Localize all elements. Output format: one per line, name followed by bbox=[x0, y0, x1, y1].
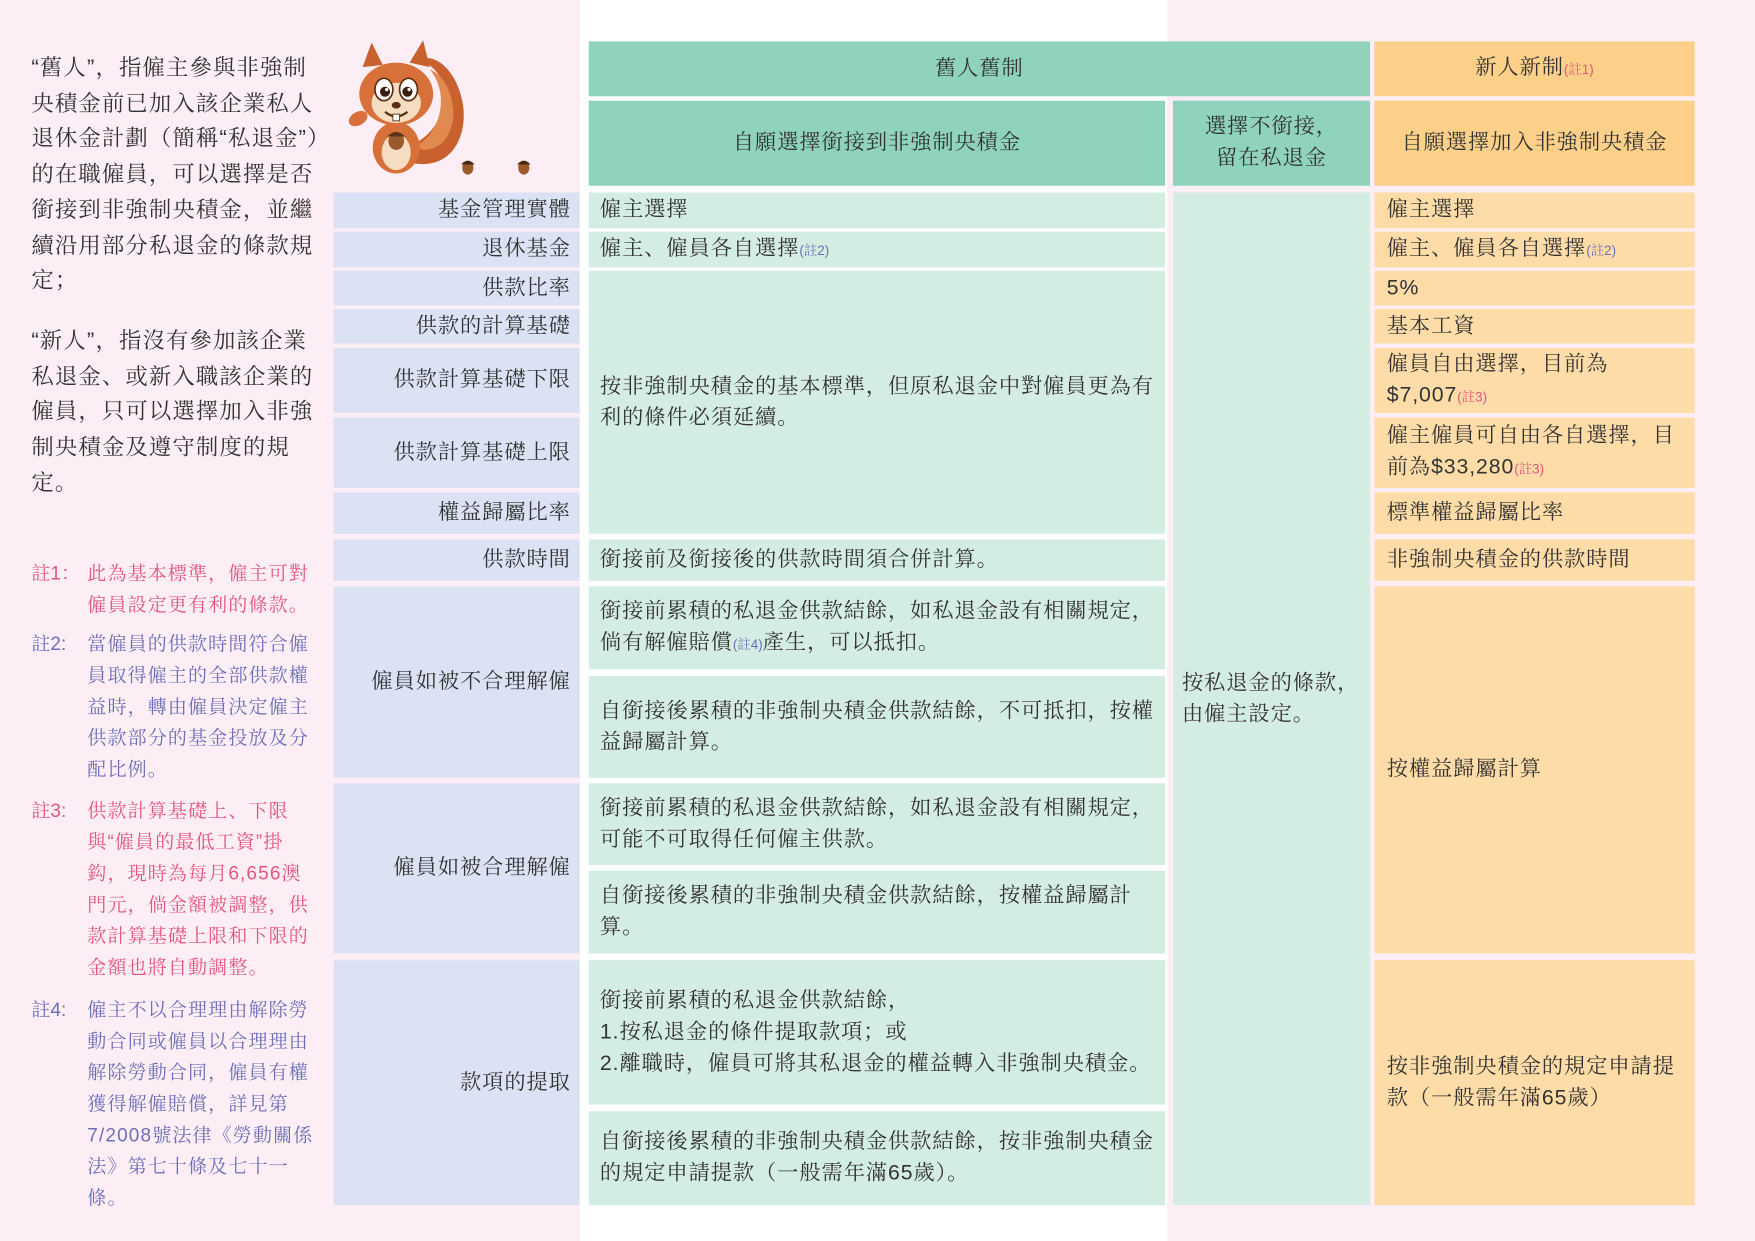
note-text: 此為基本標準，僱主可對僱員設定更有利的條款。 bbox=[87, 562, 309, 616]
row-label: 僱員如被合理解僱 bbox=[334, 783, 580, 953]
row-label: 供款比率 bbox=[334, 271, 580, 306]
note-ref: (註2) bbox=[799, 242, 830, 258]
new-join-basis-upper: 僱主僱員可自由各自選擇，目前為$33,280(註3) bbox=[1374, 417, 1694, 487]
header-old-stay bbox=[1173, 101, 1370, 186]
row-label: 退休基金 bbox=[334, 232, 580, 268]
old-transfer-contribution-period: 銜接前及銜接後的供款時間須合併計算。 bbox=[589, 539, 1165, 580]
new-join-contribution-rate: 5% bbox=[1374, 271, 1694, 306]
row-label: 僱員如被不合理解僱 bbox=[334, 586, 580, 777]
header-new-join bbox=[1374, 101, 1694, 186]
note-ref: (註4) bbox=[732, 636, 763, 652]
old-transfer-contribution-terms: 按非強制央積金的基本標準，但原私退金中對僱員更為有利的條件必須延續。 bbox=[589, 271, 1165, 534]
note-label: 註3: bbox=[31, 800, 67, 822]
old-transfer-fair-after: 自銜接後累積的非強制央積金供款結餘，按權益歸屬計算。 bbox=[589, 871, 1165, 954]
old-stay-terms: 按私退金的條款，由僱主設定。 bbox=[1173, 192, 1370, 1205]
note-text: 僱主不以合理理由解除勞動合同或僱員以合理理由解除勞動合同，僱員有權獲得解僱賠償，詳見第7/2008號法律《勞動關係法》第七十條及七十一條。 bbox=[87, 999, 314, 1209]
row-label: 供款計算基礎下限 bbox=[334, 348, 580, 413]
row-label: 權益歸屬比率 bbox=[334, 492, 580, 533]
note-2 bbox=[31, 629, 324, 786]
new-join-contribution-period: 非強制央積金的供款時間 bbox=[1374, 539, 1694, 580]
squirrel-icon bbox=[345, 38, 535, 183]
header-new-scheme bbox=[1374, 41, 1694, 96]
header-new-scheme-label: 新人新制 bbox=[1475, 55, 1564, 80]
new-join-contribution-basis: 基本工資 bbox=[1374, 309, 1694, 344]
acorn-icon bbox=[517, 161, 530, 175]
new-join-vesting: 標準權益歸屬比率 bbox=[1374, 492, 1694, 533]
header-new-join-label: 自願選擇加入非強制央積金 bbox=[1401, 130, 1668, 155]
old-transfer-fund-manager: 僱主選擇 bbox=[589, 192, 1165, 228]
note-text: 當僱員的供款時間符合僱員取得僱主的全部供款權益時，轉由僱員決定僱主供款部分的基金投放及分配比例。 bbox=[87, 633, 309, 780]
old-transfer-unfair-after: 自銜接後累積的非強制央積金供款結餘，不可抵扣，按權益歸屬計算。 bbox=[589, 676, 1165, 778]
header-old-transfer-label: 自願選擇銜接到非強制央積金 bbox=[732, 130, 1021, 155]
list-item: 2.離職時，僱員可將其私退金的權益轉入非強制央積金。 bbox=[599, 1051, 1152, 1075]
header-old-transfer bbox=[589, 101, 1165, 186]
intro-new-staff: “新人”，指沒有參加該企業私退金、或新入職該企業的僱員，只可以選擇加入非強制央積金及遵守制度的規定。 bbox=[31, 328, 314, 496]
old-transfer-unfair-before: 銜接前累積的私退金供款結餘，如私退金設有相關規定，倘有解僱賠償(註4)產生，可以抵扣。 bbox=[589, 586, 1165, 669]
new-join-fund-manager: 僱主選擇 bbox=[1374, 192, 1694, 228]
old-transfer-fair-before: 銜接前累積的私退金供款結餘，如私退金設有相關規定，可能不可取得任何僱主供款。 bbox=[589, 783, 1165, 865]
new-join-retirement-fund: 僱主、僱員各自選擇(註2) bbox=[1374, 232, 1694, 268]
note-3 bbox=[31, 796, 324, 984]
note-label: 註1： bbox=[31, 562, 80, 585]
note-1 bbox=[31, 558, 324, 621]
header-old-scheme-label: 舊人舊制 bbox=[935, 56, 1024, 81]
header-old-scheme bbox=[589, 41, 1370, 96]
new-join-withdrawal: 按非強制央積金的規定申請提款（一般需年滿65歲） bbox=[1374, 960, 1694, 1205]
note-4 bbox=[31, 995, 324, 1214]
new-join-dismissal: 按權益歸屬計算 bbox=[1374, 586, 1694, 953]
note-text: 供款計算基礎上、下限與“僱員的最低工資”掛鈎，現時為每月6,656澳門元，倘金額被調整，供款計算基礎上限和下限的金額也將自動調整。 bbox=[87, 800, 309, 979]
new-join-basis-lower: 僱員自由選擇，目前為$7,007(註3) bbox=[1374, 348, 1694, 413]
intro-old-staff: “舊人”，指僱主參與非強制央積金前已加入該企業私人退休金計劃（簡稱“私退金”）的在職僱員，可以選擇是否銜接到非強制央積金，並繼續沿用部分私退金的條款規定； bbox=[31, 55, 320, 294]
note-label: 註4: bbox=[31, 999, 67, 1021]
old-transfer-withdrawal-before bbox=[589, 960, 1165, 1104]
note-ref: (註2) bbox=[1586, 242, 1617, 258]
note-ref: (註1) bbox=[1563, 61, 1594, 78]
acorn-icon bbox=[461, 161, 474, 175]
row-label: 供款的計算基礎 bbox=[334, 309, 580, 344]
note-ref: (註3) bbox=[1457, 388, 1488, 405]
note-ref: (註3) bbox=[1514, 461, 1545, 477]
list-item: 1.按私退金的條件提取款項；或 bbox=[599, 1019, 908, 1044]
row-label: 供款時間 bbox=[334, 539, 580, 580]
row-label: 供款計算基礎上限 bbox=[334, 417, 580, 487]
old-transfer-retirement-fund: 僱主、僱員各自選擇(註2) bbox=[589, 232, 1165, 268]
list-item: 銜接前累積的私退金供款結餘， bbox=[599, 988, 911, 1013]
old-transfer-withdrawal-after: 自銜接後累積的非強制央積金供款結餘，按非強制央積金的規定申請提款（一般需年滿65歲）。 bbox=[589, 1111, 1165, 1205]
row-label: 款項的提取 bbox=[334, 960, 580, 1205]
header-old-stay-label: 選擇不銜接，留在私退金 bbox=[1204, 115, 1338, 171]
note-label: 註2: bbox=[31, 633, 67, 655]
row-label: 基金管理實體 bbox=[334, 192, 580, 228]
